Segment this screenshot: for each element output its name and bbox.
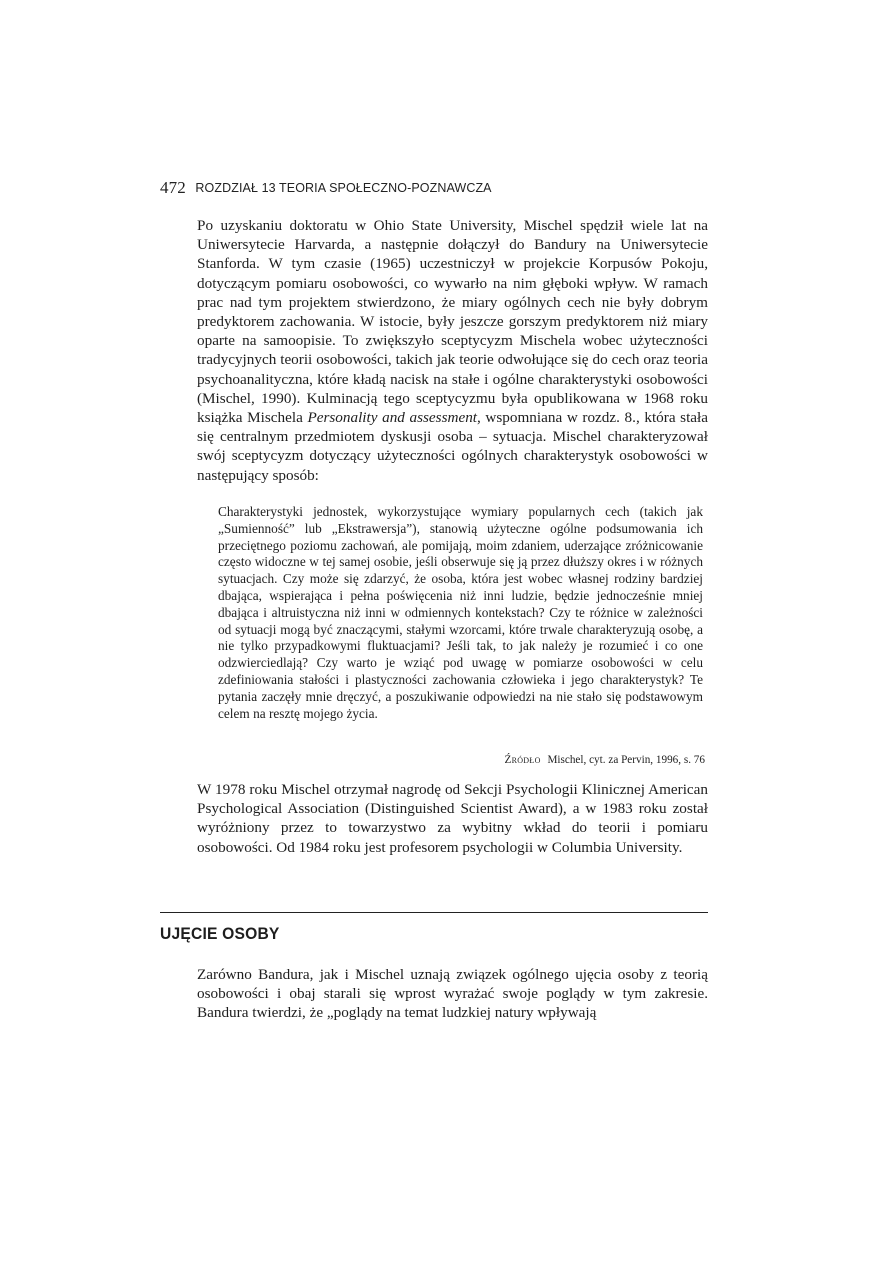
running-head (160, 178, 492, 198)
book-title: Personality and assessment (307, 409, 478, 427)
chapter-label: ROZDZIAŁ 13 (195, 181, 276, 195)
body-paragraph-biography (197, 216, 708, 485)
body-paragraph-awards: W 1978 roku Mischel otrzymał nagrodę od Sekcji Psychologii Klinicznej American Psychological Association (Distinguished Scientist Award), a w 1983 roku został wyróżniony przez to towarzystwo za wybitny wkład do teorii i pomiaru osobowości. Od 1984 roku jest profesorem psychologii w Columbia University. (197, 781, 708, 856)
paragraph-text-continued: , wspomniana w rozdz. 8., która stała się centralnym przedmiotem dyskusji osoba – sytuacja. Mischel charakteryzował swój sceptycyzm dotyczący użyteczności ogólnych charakterystyk osobowości w następujący sposób: (197, 409, 709, 484)
block-quote: Charakterystyki jednostek, wykorzystujące wymiary popularnych cech (takich jak „Sumienność” lub „Ekstrawersja”), stanowią użyteczne ogólne podsumowania ich przeciętnego poziomu zachowań, ale pomijają, moim zdaniem, uderzające zróżnicowanie często widoczne w tej samej osobie, jeśli obserwuje się ją przez dłuższy okres i w różnych sytuacjach. Czy może się zdarzyć, że osoba, która jest wobec własnej rodziny bardziej dbająca, wspierająca i pełna poświęcenia niż inni ludzie, będzie jednocześnie mniej dbająca i altruistyczna niż inni w odmiennych kontekstach? Czy te różnice w zależności od sytuacji mogą być znaczącymi, stałymi wzorcami, które trwale charakteryzują osobę, a nie tylko przypadkowymi fluktuacjami? Jeśli tak, to jak należy je rozumieć i co one odzwierciedlają? Czy warto je wziąć pod uwagę w pomiarze osobowości w celu zdefiniowania stałości i plastyczności zachowania człowieka i jego charakterystyk? Te pytania zaczęły mnie dręczyć, a poszukiwanie odpowiedzi na nie stało się podstawowym celem na resztę mojego życia. (218, 504, 703, 721)
paragraph-text: Po uzyskaniu doktoratu w Ohio State University, Mischel spędził wiele lat na Uniwersytecie Harvarda, a następnie dołączył do Bandury na Uniwersytecie Stanforda. W tym czasie (1965) uczestniczył w projekcie Korpusów Pokoju, dotyczącym pomiaru osobowości, co wywarło na nim głęboki wpływ. W ramach prac nad tym projektem stwierdzono, że miary ogólnych cech nie były dobrym predyktorem zachowania. W istocie, były jeszcze gorszym predyktorem niż miary oparte na samoopisie. To zwiększyło sceptycyzm Mischela wobec użyteczności tradycyjnych teorii osobowości, takich jak teorie odwołujące się do cech oraz teoria psychoanalityczna, które kładą nacisk na stałe i ogólne charakterystyki osobowości (Mischel, 1990). Kulminacją tego sceptycyzmu była opublikowana w 1968 roku książka Mischela (197, 217, 708, 427)
chapter-title: TEORIA SPOŁECZNO-POZNAWCZA (279, 181, 492, 195)
section-divider (160, 912, 708, 913)
quote-source (504, 754, 705, 766)
section-heading: UJĘCIE OSOBY (160, 924, 280, 943)
source-citation: Mischel, cyt. za Pervin, 1996, s. 76 (547, 754, 705, 766)
source-label: Źródło (504, 754, 541, 766)
page-number: 472 (160, 178, 186, 197)
body-paragraph-section-intro: Zarówno Bandura, jak i Mischel uznają związek ogólnego ujęcia osoby z teorią osobowości i obaj starali się wprost wyrażać swoje poglądy w tym zakresie. Bandura twierdzi, że „poglądy na temat ludzkiej natury wpływają (197, 966, 708, 1022)
